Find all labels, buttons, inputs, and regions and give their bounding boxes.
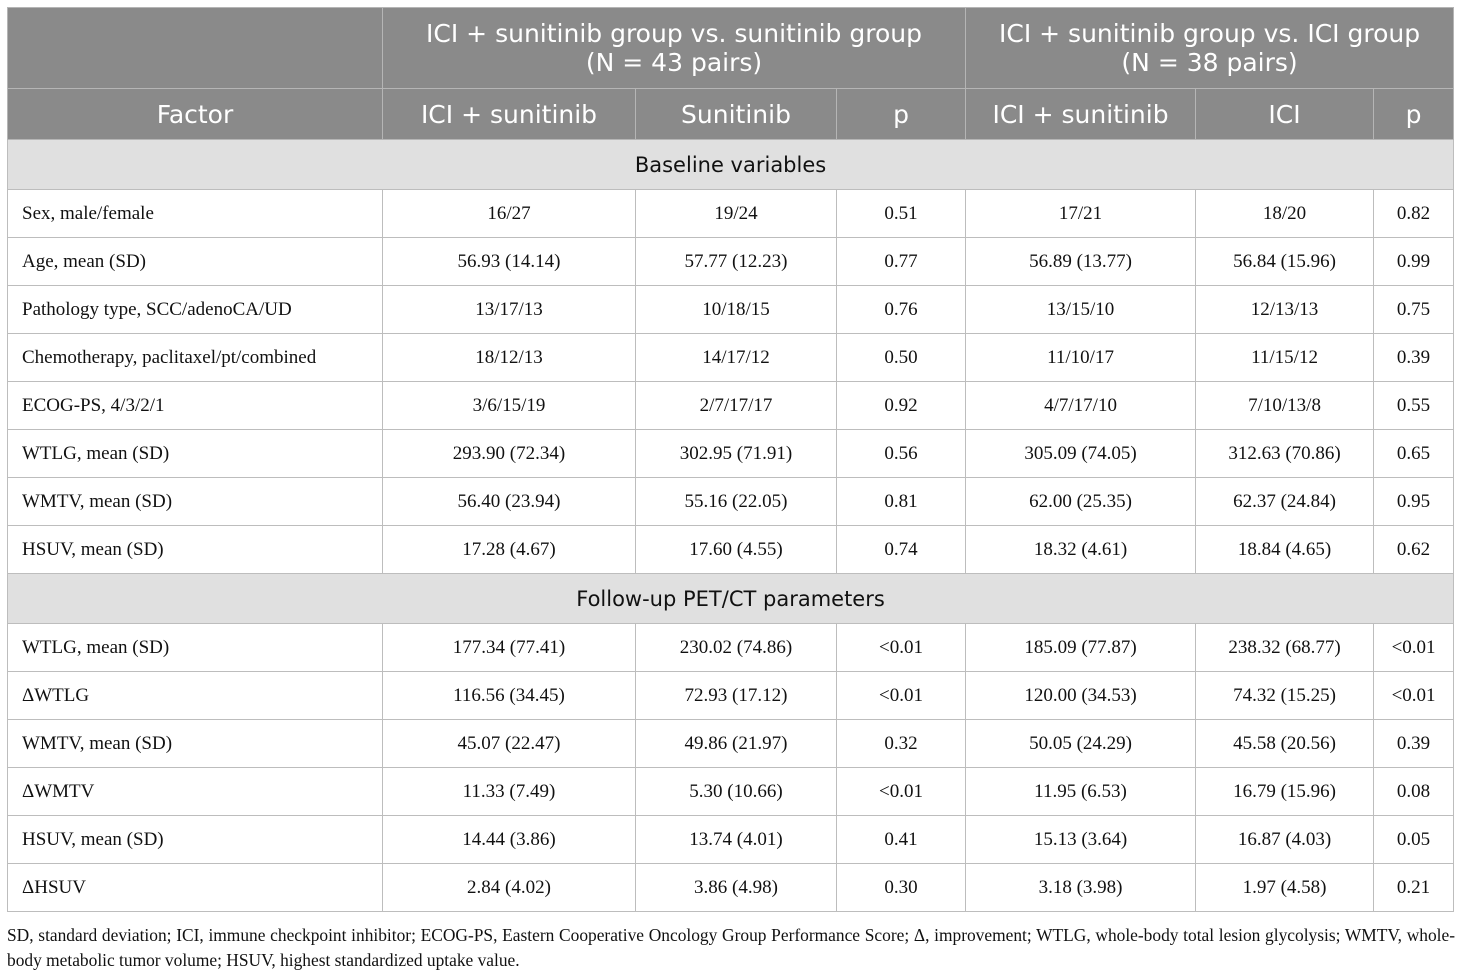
row-label: WTLG, mean (SD) [8,430,383,478]
table-cell: 0.76 [837,286,966,334]
table-cell: 2.84 (4.02) [383,864,636,912]
table-cell: 11/15/12 [1196,334,1374,382]
group2-n: (N = 38 pairs) [1121,48,1298,77]
table-cell: 56.40 (23.94) [383,478,636,526]
table-cell: 17.28 (4.67) [383,526,636,574]
table-cell: 12/13/13 [1196,286,1374,334]
row-label: Pathology type, SCC/adenoCA/UD [8,286,383,334]
row-label: Sex, male/female [8,190,383,238]
row-label: Age, mean (SD) [8,238,383,286]
table-cell: 17/21 [966,190,1196,238]
table-cell: 185.09 (77.87) [966,624,1196,672]
table-cell: 305.09 (74.05) [966,430,1196,478]
table-cell: <0.01 [1374,672,1454,720]
table-cell: 0.82 [1374,190,1454,238]
table-row [8,334,1454,382]
table-row [8,672,1454,720]
table-cell: 4/7/17/10 [966,382,1196,430]
table-cell: <0.01 [837,768,966,816]
column-header-ici-sunitinib-2: ICI + sunitinib [966,89,1196,140]
table-cell: 116.56 (34.45) [383,672,636,720]
section-header-row [8,574,1454,624]
header-blank-cell [8,8,383,89]
table-cell: 18/20 [1196,190,1374,238]
table-cell: 238.32 (68.77) [1196,624,1374,672]
table-cell: 62.37 (24.84) [1196,478,1374,526]
table-cell: 18/12/13 [383,334,636,382]
table-cell: 0.81 [837,478,966,526]
table-cell: 5.30 (10.66) [636,768,837,816]
table-cell: 120.00 (34.53) [966,672,1196,720]
table-cell: <0.01 [1374,624,1454,672]
table-cell: 0.92 [837,382,966,430]
table-cell: 11.33 (7.49) [383,768,636,816]
table-row [8,864,1454,912]
row-label: Chemotherapy, paclitaxel/pt/combined [8,334,383,382]
table-cell: 13/15/10 [966,286,1196,334]
table-cell: 19/24 [636,190,837,238]
table-cell: 45.58 (20.56) [1196,720,1374,768]
table-cell: 3/6/15/19 [383,382,636,430]
table-cell: 0.75 [1374,286,1454,334]
table-footnote: SD, standard deviation; ICI, immune checkpoint inhibitor; ECOG-PS, Eastern Cooperative Oncology Group Performance Score; Δ, improvement; WTLG, whole-body total lesion glycolysis; WMTV, whole-body metabolic tumor volume; HSUV, highest standardized uptake value. [7,925,1455,970]
table-cell: 2/7/17/17 [636,382,837,430]
table-cell: 14.44 (3.86) [383,816,636,864]
table-row [8,624,1454,672]
group-header-row [8,8,1454,89]
table-cell: 11.95 (6.53) [966,768,1196,816]
table-cell: 1.97 (4.58) [1196,864,1374,912]
table-row [8,190,1454,238]
table-row [8,430,1454,478]
table-cell: 302.95 (71.91) [636,430,837,478]
table-cell: 0.95 [1374,478,1454,526]
data-table-container [7,7,1453,912]
row-label: HSUV, mean (SD) [8,816,383,864]
table-cell: 62.00 (25.35) [966,478,1196,526]
table-cell: <0.01 [837,624,966,672]
table-cell: 7/10/13/8 [1196,382,1374,430]
table-cell: 0.41 [837,816,966,864]
table-cell: 72.93 (17.12) [636,672,837,720]
table-cell: 0.74 [837,526,966,574]
table-cell: 0.39 [1374,720,1454,768]
group2-header [966,8,1454,89]
table-cell: 3.18 (3.98) [966,864,1196,912]
table-cell: 0.30 [837,864,966,912]
table-cell: 18.32 (4.61) [966,526,1196,574]
column-header-row [8,89,1454,140]
table-cell: 17.60 (4.55) [636,526,837,574]
table-row [8,478,1454,526]
row-label: WMTV, mean (SD) [8,720,383,768]
table-cell: 0.50 [837,334,966,382]
row-label: ΔWMTV [8,768,383,816]
table-cell: 0.05 [1374,816,1454,864]
section-title: Baseline variables [8,140,1454,190]
table-cell: 10/18/15 [636,286,837,334]
table-cell: 56.89 (13.77) [966,238,1196,286]
column-header-sunitinib: Sunitinib [636,89,837,140]
row-label: WTLG, mean (SD) [8,624,383,672]
table-cell: 15.13 (3.64) [966,816,1196,864]
table-cell: 49.86 (21.97) [636,720,837,768]
group1-title: ICI + sunitinib group vs. sunitinib group [426,19,922,48]
table-cell: 0.56 [837,430,966,478]
table-row [8,238,1454,286]
table-cell: 0.99 [1374,238,1454,286]
table-cell: 13.74 (4.01) [636,816,837,864]
table-cell: 0.32 [837,720,966,768]
table-cell: 55.16 (22.05) [636,478,837,526]
table-cell: 56.84 (15.96) [1196,238,1374,286]
table-cell: 0.55 [1374,382,1454,430]
table-row [8,526,1454,574]
table-cell: 3.86 (4.98) [636,864,837,912]
table-cell: 177.34 (77.41) [383,624,636,672]
table-row [8,382,1454,430]
section-header-row [8,140,1454,190]
comparison-table [7,7,1454,912]
table-cell: 0.08 [1374,768,1454,816]
table-cell: 16/27 [383,190,636,238]
group1-n: (N = 43 pairs) [585,48,763,77]
table-cell: 0.77 [837,238,966,286]
column-header-factor: Factor [8,89,383,140]
group1-header [383,8,966,89]
column-header-p-1: p [837,89,966,140]
table-cell: 11/10/17 [966,334,1196,382]
section-title: Follow-up PET/CT parameters [8,574,1454,624]
row-label: ΔWTLG [8,672,383,720]
column-header-p-2: p [1374,89,1454,140]
table-cell: 230.02 (74.86) [636,624,837,672]
table-cell: 0.62 [1374,526,1454,574]
table-cell: 74.32 (15.25) [1196,672,1374,720]
row-label: ECOG-PS, 4/3/2/1 [8,382,383,430]
group2-title: ICI + sunitinib group vs. ICI group [999,19,1421,48]
table-cell: 293.90 (72.34) [383,430,636,478]
column-header-ici: ICI [1196,89,1374,140]
table-cell: 56.93 (14.14) [383,238,636,286]
table-row [8,768,1454,816]
column-header-ici-sunitinib-1: ICI + sunitinib [383,89,636,140]
table-row [8,816,1454,864]
table-cell: 14/17/12 [636,334,837,382]
table-body [8,140,1454,912]
row-label: HSUV, mean (SD) [8,526,383,574]
table-cell: 16.79 (15.96) [1196,768,1374,816]
table-cell: 18.84 (4.65) [1196,526,1374,574]
table-cell: 16.87 (4.03) [1196,816,1374,864]
row-label: WMTV, mean (SD) [8,478,383,526]
table-cell: <0.01 [837,672,966,720]
table-cell: 0.65 [1374,430,1454,478]
table-cell: 45.07 (22.47) [383,720,636,768]
table-row [8,286,1454,334]
table-cell: 13/17/13 [383,286,636,334]
row-label: ΔHSUV [8,864,383,912]
table-cell: 312.63 (70.86) [1196,430,1374,478]
table-cell: 0.21 [1374,864,1454,912]
table-cell: 50.05 (24.29) [966,720,1196,768]
table-cell: 0.39 [1374,334,1454,382]
table-cell: 57.77 (12.23) [636,238,837,286]
table-cell: 0.51 [837,190,966,238]
table-row [8,720,1454,768]
